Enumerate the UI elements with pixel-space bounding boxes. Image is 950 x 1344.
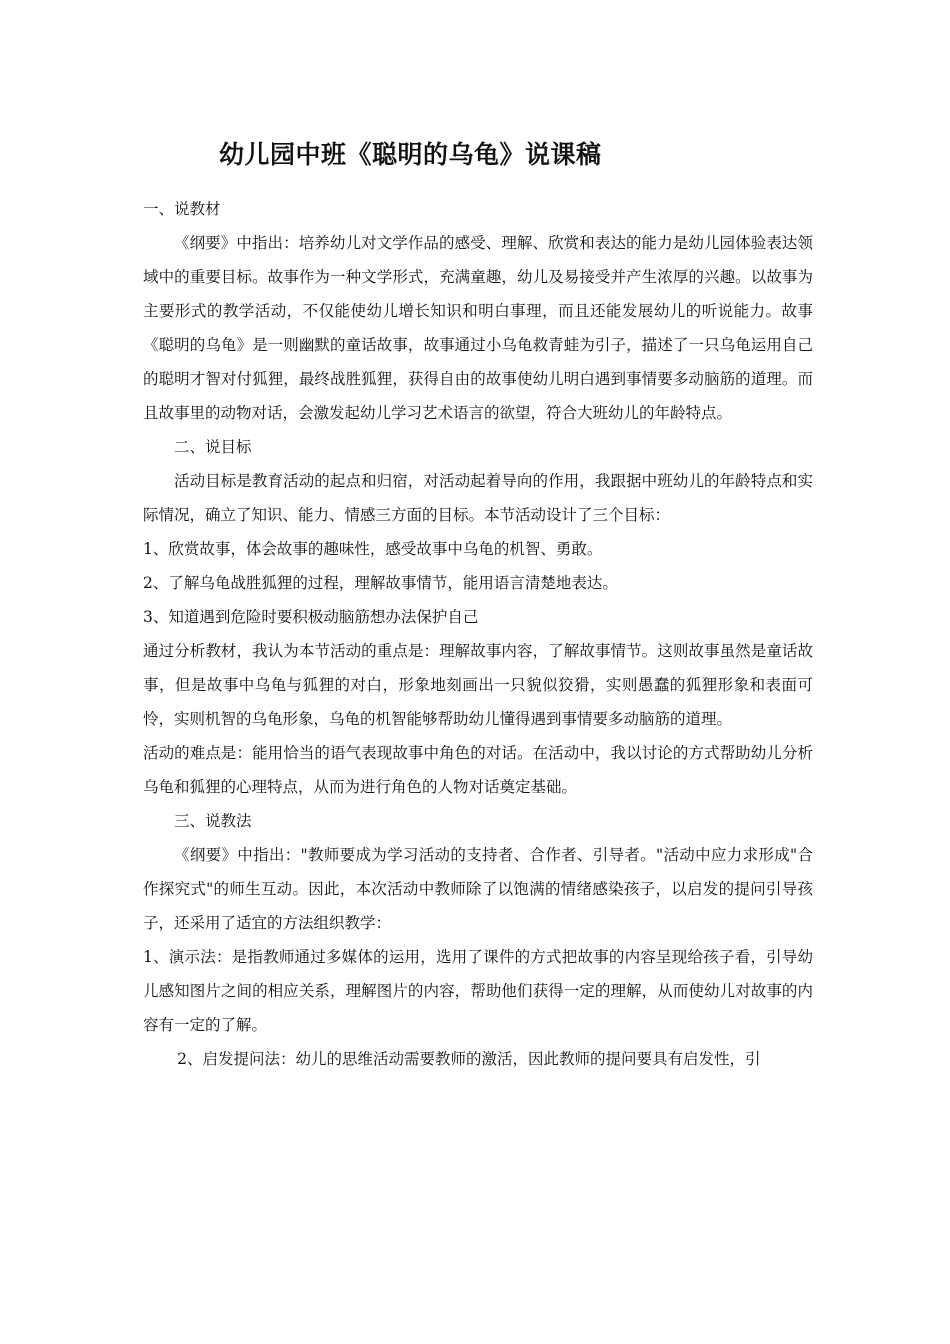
paragraph-goals-intro: 活动目标是教育活动的起点和归宿，对活动起着导向的作用，我跟据中班幼儿的年龄特点和实际情况，确立了知识、能力、情感三方面的目标。本节活动设计了三个目标：	[143, 472, 813, 524]
document-title: 幼儿园中班《聪明的乌龟》说课稿	[219, 140, 602, 169]
method-item-2: 2、启发提问法：幼儿的思维活动需要教师的激活，因此教师的提问要具有启发性，引	[177, 1050, 761, 1068]
paragraph-key-point: 通过分析教材，我认为本节活动的重点是：理解故事内容，了解故事情节。这则故事虽然是童话故事，但是故事中乌龟与狐狸的对白，形象地刻画出一只貌似狡猾，实则愚蠢的狐狸形象和表面可怜，实则机智的乌龟形象，乌龟的机智能够帮助幼儿懂得遇到事情要多动脑筋的道理。	[143, 642, 813, 728]
paragraph-difficulty: 活动的难点是：能用恰当的语气表现故事中角色的对话。在活动中，我以讨论的方式帮助幼儿分析乌龟和狐狸的心理特点，从而为进行角色的人物对话奠定基础。	[143, 744, 813, 796]
paragraph-textbook: 《纲要》中指出：培养幼儿对文学作品的感受、理解、欣赏和表达的能力是幼儿园体验表达领域中的重要目标。故事作为一种文学形式，充满童趣，幼儿及易接受并产生浓厚的兴趣。以故事为主要形式的教学活动，不仅能使幼儿增长知识和明白事理，而且还能发展幼儿的听说能力。故事《聪明的乌龟》是一则幽默的童话故事，故事通过小乌龟救青蛙为引子，描述了一只乌龟运用自己的聪明才智对付狐狸，最终战胜狐狸，获得自由的故事使幼儿明白遇到事情要多动脑筋的道理。而且故事里的动物对话，会激发起幼儿学习艺术语言的欲望，符合大班幼儿的年龄特点。	[143, 234, 813, 422]
section-heading-methods: 三、说教法	[174, 812, 252, 830]
document-body	[143, 192, 813, 1076]
goal-item-3: 3、知道遇到危险时要积极动脑筋想办法保护自己	[143, 608, 479, 626]
method-item-1: 1、演示法：是指教师通过多媒体的运用，选用了课件的方式把故事的内容呈现给孩子看，引导幼儿感知图片之间的相应关系，理解图片的内容，帮助他们获得一定的理解，从而使幼儿对故事的内容有一定的了解。	[143, 948, 813, 1034]
section-heading-textbook: 一、说教材	[143, 200, 221, 218]
section-heading-goals: 二、说目标	[174, 438, 252, 456]
goal-item-1: 1、欣赏故事，体会故事的趣味性，感受故事中乌龟的机智、勇敢。	[143, 540, 603, 558]
goal-item-2: 2、了解乌龟战胜狐狸的过程，理解故事情节，能用语言清楚地表达。	[143, 574, 618, 592]
paragraph-methods-intro: 《纲要》中指出："教师要成为学习活动的支持者、合作者、引导者。"活动中应力求形成"合作探究式"的师生互动。因此，本次活动中教师除了以饱满的情绪感染孩子，以启发的提问引导孩子，还采用了适宜的方法组织教学：	[143, 846, 813, 932]
